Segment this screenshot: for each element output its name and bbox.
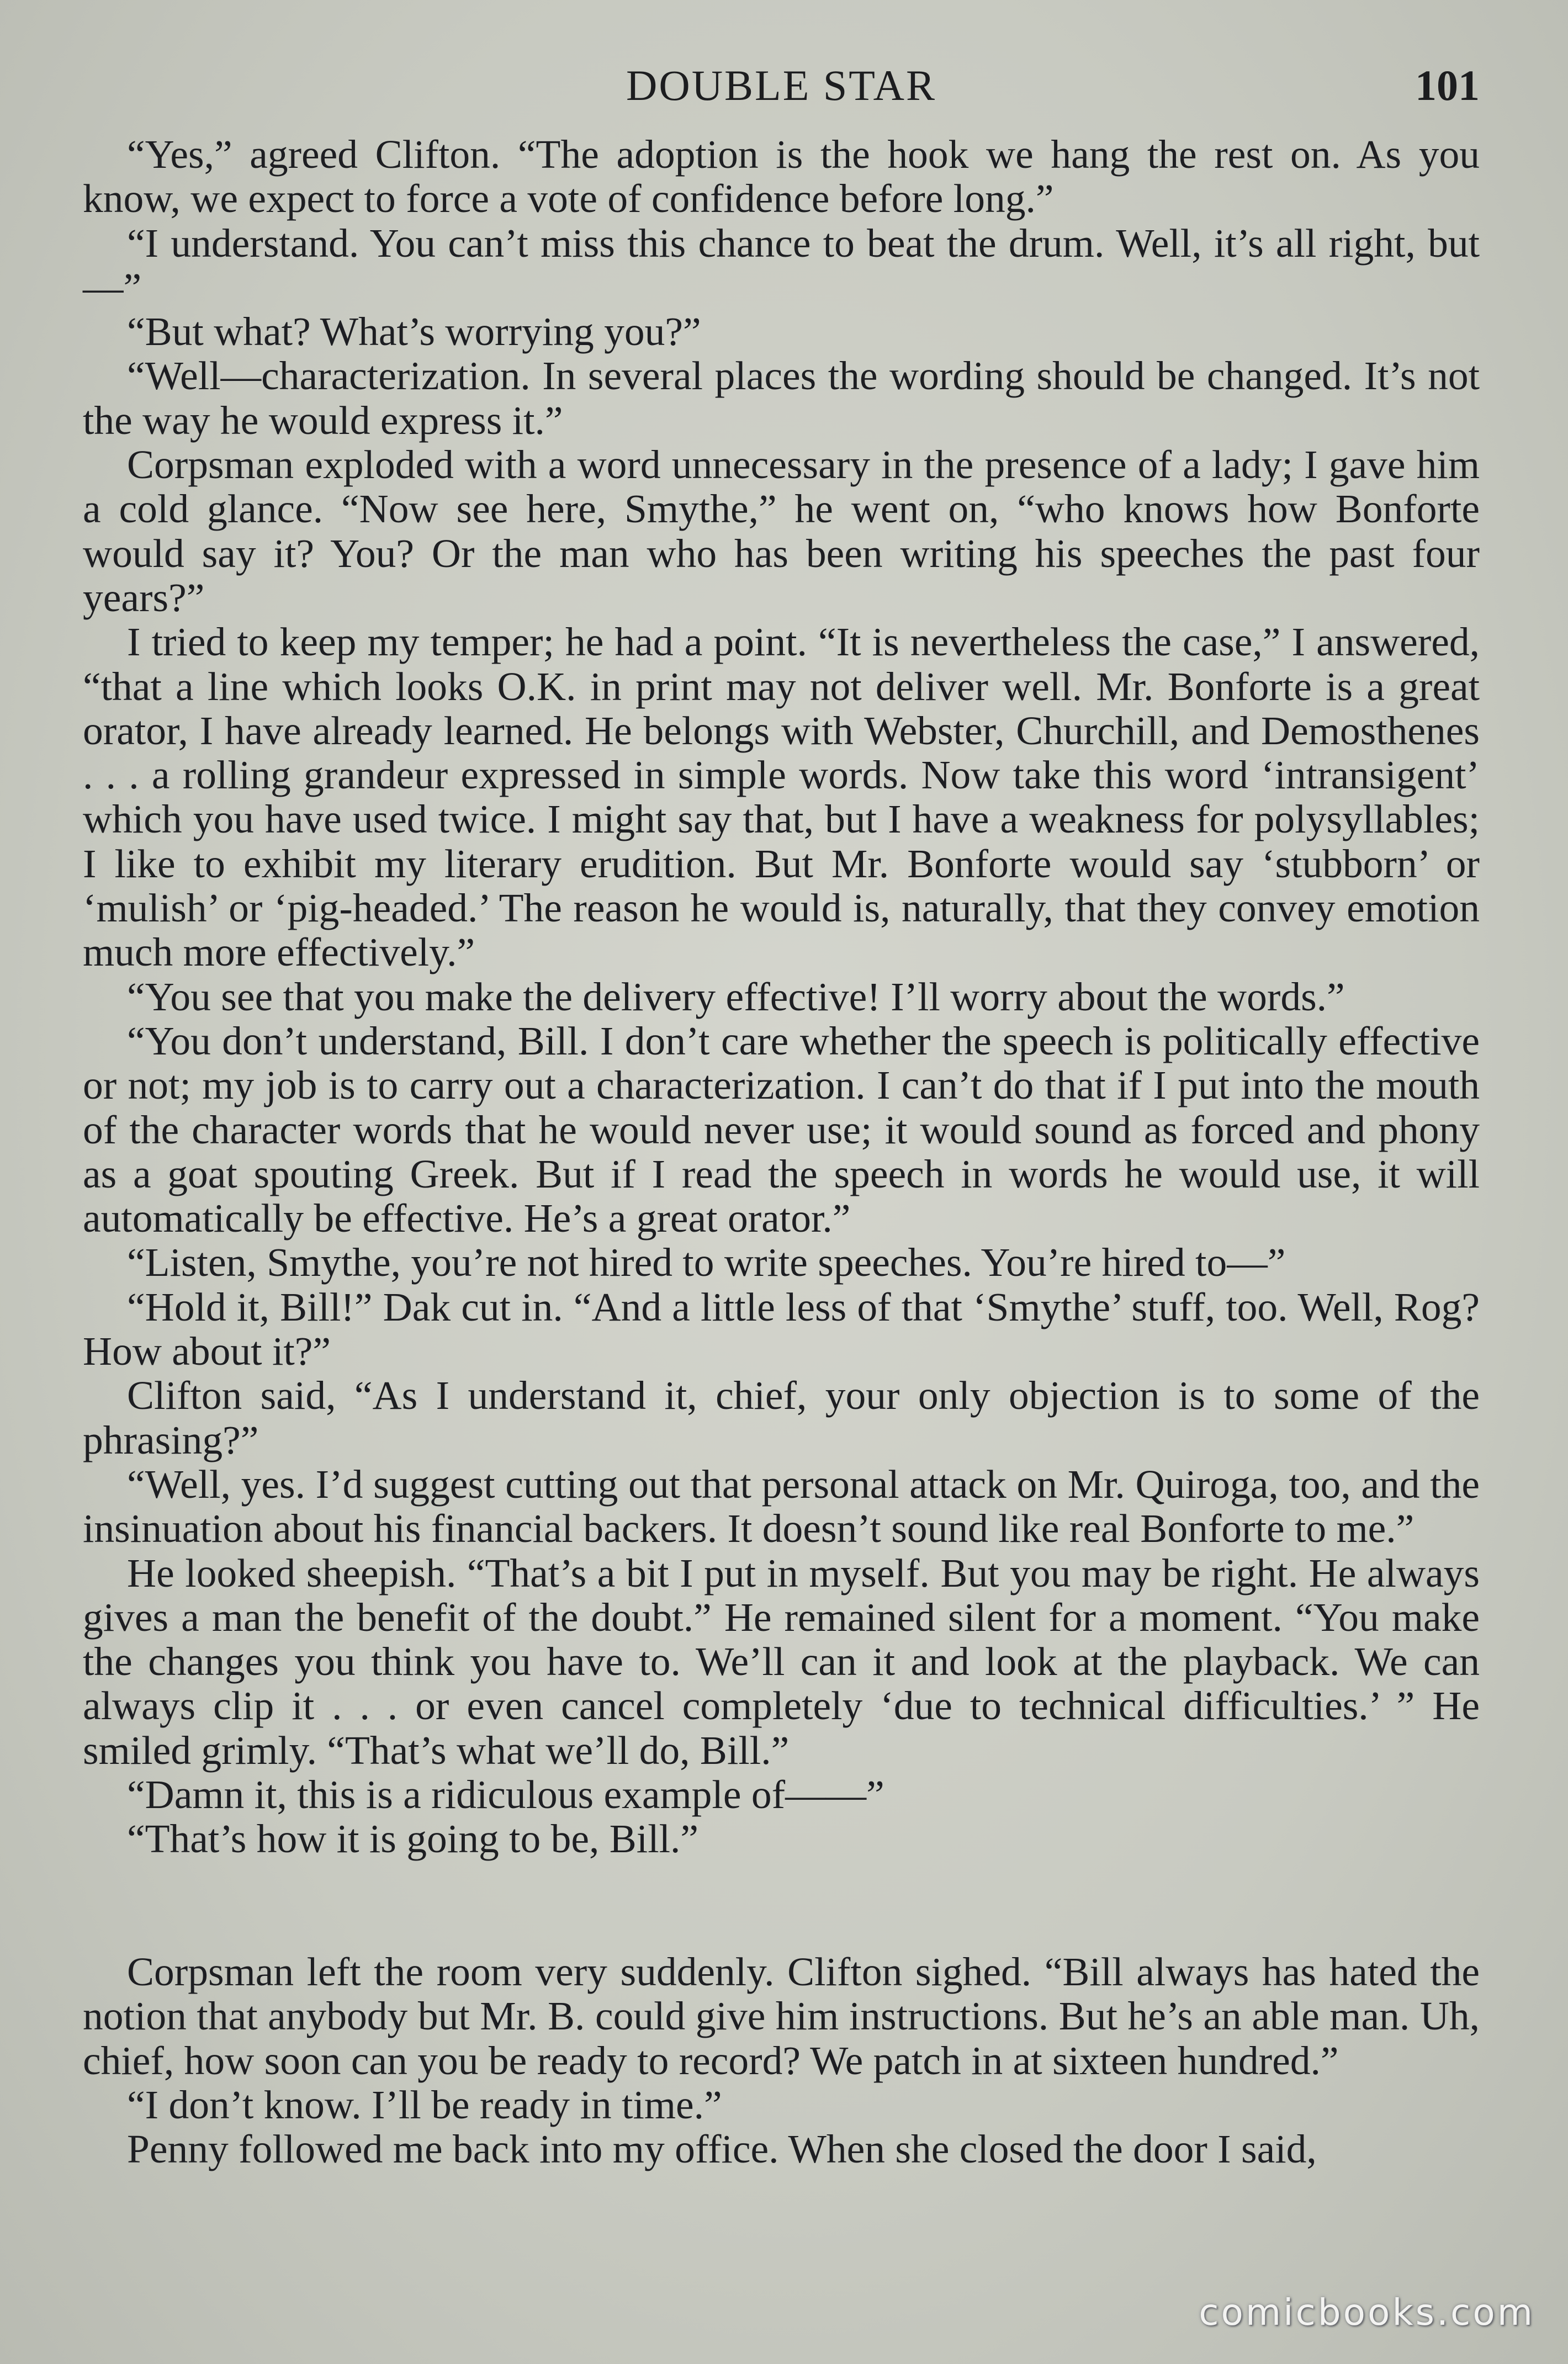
paragraph: “Damn it, this is a ridiculous example of——”: [127, 1772, 884, 1817]
page-header: [83, 55, 1480, 116]
paragraph: “I understand. You can’t miss this chance to beat the drum. Well, it’s all right, but—”: [83, 220, 1480, 310]
paragraph: “Well, yes. I’d suggest cutting out that personal attack on Mr. Quiroga, too, and the insinuation about his financial backers. It doesn’t sound like real Bonforte to me.”: [83, 1461, 1480, 1551]
paragraph: He looked sheepish. “That’s a bit I put in myself. But you may be right. He always gives a man the benefit of the doubt.” He remained silent for a moment. “You make the changes you think you have to. We’ll can it and look at the playback. We can always clip it . . . or even cancel completely ‘due to technical difficulties.’ ” He smiled grimly. “That’s what we’ll do, Bill.”: [83, 1550, 1480, 1773]
paragraph: “I don’t know. I’ll be ready in time.”: [127, 2082, 722, 2128]
paragraph: “Yes,” agreed Clifton. “The adoption is the hook we hang the rest on. As you know, we expect to force a vote of confidence before long.”: [83, 132, 1480, 221]
paragraph: “You don’t understand, Bill. I don’t care whether the speech is politically effective or not; my job is to carry out a characterization. I can’t do that if I put into the mouth of the character words that he would never use; it would sound as forced and phony as a goat spouting Greek. But if I read the speech in words he would use, it will automatically be effective. He’s a great orator.”: [83, 1018, 1480, 1241]
paragraph: Clifton said, “As I understand it, chief, your only objection is to some of the phrasing?”: [83, 1373, 1480, 1462]
paragraph: “Listen, Smythe, you’re not hired to write speeches. You’re hired to—”: [127, 1240, 1286, 1285]
page-number: 101: [1415, 61, 1480, 109]
paragraph: “But what? What’s worrying you?”: [127, 309, 701, 354]
paragraph: “You see that you make the delivery effective! I’ll worry about the words.”: [127, 974, 1345, 1019]
body-text: [83, 132, 1480, 2172]
paragraph: “That’s how it is going to be, Bill.”: [127, 1816, 699, 1862]
paragraph: “Well—characterization. In several places the wording should be changed. It’s not the way he would express it.”: [83, 353, 1480, 443]
site-watermark: comicbooks.com: [1199, 2291, 1535, 2334]
paragraph: Corpsman left the room very suddenly. Clifton sighed. “Bill always has hated the notion that anybody but Mr. B. could give him instructions. But he’s an able man. Uh, chief, how soon can you be ready to record? We patch in at sixteen hundred.”: [83, 1949, 1480, 2083]
paragraph: “Hold it, Bill!” Dak cut in. “And a little less of that ‘Smythe’ stuff, too. Well, Rog? How about it?”: [83, 1284, 1480, 1374]
paragraph: Corpsman exploded with a word unnecessary in the presence of a lady; I gave him a cold glance. “Now see here, Smythe,” he went on, “who knows how Bonforte would say it? You? Or the man who has been writing his speeches the past four years?”: [83, 442, 1480, 620]
paragraph: I tried to keep my temper; he had a point. “It is nevertheless the case,” I answered, “that a line which looks O.K. in print may not deliver well. Mr. Bonforte is a great orator, I have already learned. He belongs with Webster, Churchill, and Demosthenes . . . a rolling grandeur expressed in simple words. Now take this word ‘intransigent’ which you have used twice. I might say that, but I have a weakness for polysyllables; I like to exhibit my literary erudition. But Mr. Bonforte would say ‘stubborn’ or ‘mulish’ or ‘pig-headed.’ The reason he would is, naturally, that they convey emotion much more effectively.”: [83, 619, 1480, 975]
paragraph: Penny followed me back into my office. When she closed the door I said,: [127, 2127, 1317, 2172]
running-title: DOUBLE STAR: [626, 61, 936, 109]
